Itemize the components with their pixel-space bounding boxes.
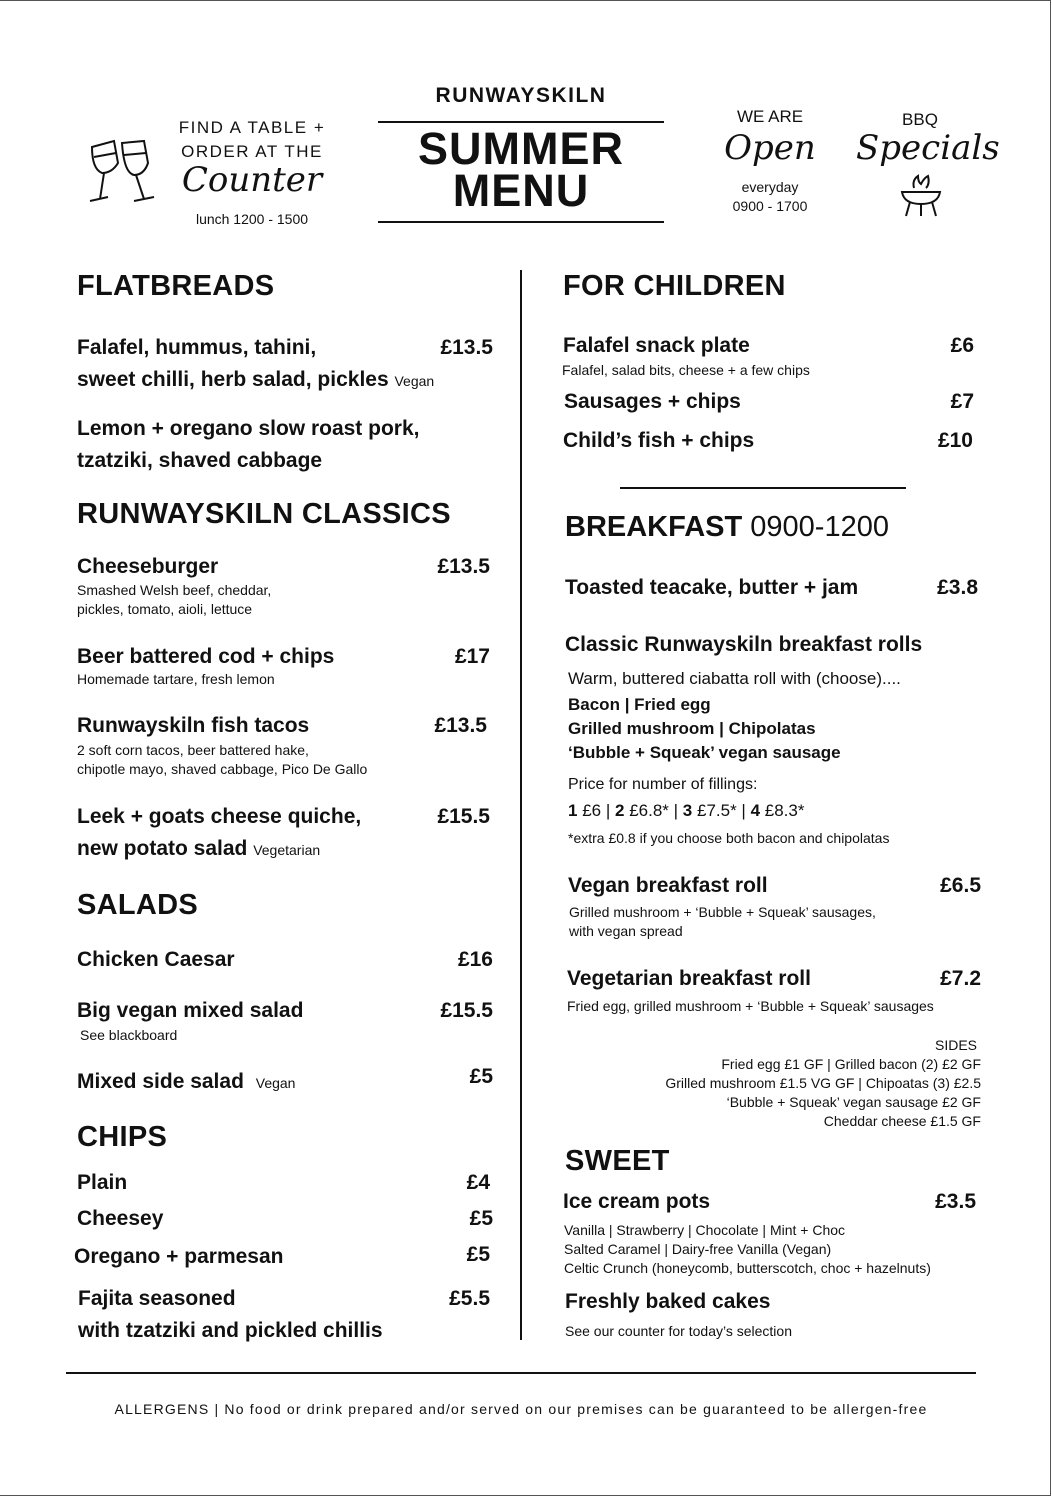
chips-price: £5 — [469, 1207, 493, 1230]
salad-name: Mixed side salad — [77, 1070, 244, 1093]
classic-name: Runwayskiln fish tacos — [77, 714, 310, 737]
fillings-count: 4 — [750, 801, 761, 820]
breakfast-heading-row — [565, 511, 889, 544]
icecream-name: Ice cream pots — [563, 1190, 711, 1213]
open-everyday: everyday — [741, 179, 799, 195]
header-order-counter: ORDER AT THE — [181, 142, 323, 161]
fillings-price: £8.3* — [764, 801, 805, 820]
classic-desc: Homemade tartare, fresh lemon — [77, 671, 275, 687]
filling-row: Bacon | Fried egg — [568, 695, 711, 714]
flatbread-falafel-price: £13.5 — [440, 336, 493, 359]
chips-price: £4 — [466, 1171, 490, 1194]
chips-name: Cheesey — [77, 1207, 164, 1230]
header-find-table: FIND A TABLE + — [178, 118, 326, 137]
classic-name: Cheeseburger — [77, 555, 219, 578]
cakes-name: Freshly baked cakes — [565, 1290, 771, 1313]
filling-row: Grilled mushroom | Chipolatas — [568, 719, 816, 738]
flatbread-falafel-line2 — [77, 368, 434, 392]
we-are: WE ARE — [736, 107, 804, 126]
open-hours: 0900 - 1700 — [732, 198, 808, 214]
filling: Chipolatas — [728, 719, 816, 738]
filling-row: ‘Bubble + Squeak’ vegan sausage — [568, 743, 841, 762]
teacake-name: Toasted teacake, butter + jam — [565, 576, 859, 599]
rolls-prices: 1 £6 | 2 £6.8* | 3 £7.5* | 4 £8.3* — [568, 801, 805, 820]
children-divider — [620, 487, 906, 489]
salad-name: Chicken Caesar — [77, 948, 235, 971]
children-desc: Falafel, salad bits, cheese + a few chips — [562, 362, 810, 378]
classic-price: £15.5 — [437, 805, 490, 828]
chips-name: Plain — [77, 1171, 128, 1194]
salad-desc: See blackboard — [80, 1027, 178, 1043]
classic-desc-line: pickles, tomato, aioli, lettuce — [77, 601, 253, 617]
cakes-desc: See our counter for today’s selection — [565, 1323, 792, 1339]
chips-price: £5 — [466, 1243, 490, 1266]
specials-script: Specials — [856, 128, 1000, 168]
salad-price: £15.5 — [440, 999, 493, 1022]
classic-desc — [77, 581, 271, 619]
sides-line: Grilled mushroom £1.5 VG GF | Chipoatas (3) £2.5 — [665, 1075, 981, 1091]
salad-name: Big vegan mixed salad — [77, 999, 304, 1022]
filling: Bacon — [568, 695, 620, 714]
classic-name: Leek + goats cheese quiche, — [77, 805, 362, 828]
filling: Fried egg — [634, 695, 711, 714]
vegan-roll-desc-line: Grilled mushroom + ‘Bubble + Squeak’ sausages, — [569, 904, 876, 920]
vegetarian-tag: Vegetarian — [253, 842, 321, 858]
fillings-price: £7.5* — [696, 801, 737, 820]
allergens-notice: ALLERGENS | No food or drink prepared and/or served on our premises can be guaranteed to be allergen-free — [114, 1401, 928, 1417]
fillings-count: 1 — [568, 801, 578, 820]
classic-desc-line: chipotle mayo, shaved cabbage, Pico De Gallo — [77, 761, 368, 777]
chips-heading: CHIPS — [77, 1121, 168, 1153]
chips-name: Oregano + parmesan — [74, 1245, 284, 1268]
fillings-count: 3 — [682, 801, 693, 820]
children-price: £7 — [950, 390, 974, 413]
header-lunch-hours: lunch 1200 - 1500 — [195, 211, 309, 227]
rolls-price-intro: Price for number of fillings: — [568, 776, 758, 793]
children-price: £10 — [937, 429, 973, 452]
menu-title-line1: SUMMER — [418, 123, 624, 174]
sides-line: Fried egg £1 GF | Grilled bacon (2) £2 GF — [721, 1056, 981, 1072]
classic-desc-line: Smashed Welsh beef, cheddar, — [77, 582, 272, 598]
vegetarian-roll-price: £7.2 — [940, 967, 981, 990]
vegan-roll-name: Vegan breakfast roll — [568, 874, 768, 897]
icecream-desc-line: Salted Caramel | Dairy-free Vanilla (Vegan) — [564, 1241, 832, 1257]
sides-title: SIDES — [934, 1037, 977, 1053]
vegan-roll-price: £6.5 — [940, 874, 981, 897]
breakfast-hours: 0900-1200 — [750, 511, 889, 543]
classics-heading: RUNWAYSKILN CLASSICS — [77, 498, 451, 530]
filling: Grilled mushroom — [568, 719, 715, 738]
chips-price: £5.5 — [449, 1287, 490, 1310]
classic-price: £17 — [454, 645, 490, 668]
title-rule-bottom — [378, 221, 664, 223]
fillings-price: £6.8* — [629, 801, 669, 820]
wine-glasses-icon — [78, 133, 166, 211]
flatbread-pork-line1: Lemon + oregano slow roast pork, — [77, 417, 420, 440]
chips-name: Fajita seasoned — [78, 1287, 236, 1310]
rolls-intro: Warm, buttered ciabatta roll with (choose).... — [568, 669, 901, 688]
classic-name-line2 — [77, 837, 320, 861]
menu-title-line2: MENU — [452, 165, 590, 216]
vegan-tag: Vegan — [255, 1075, 296, 1091]
vegetarian-roll-desc: Fried egg, grilled mushroom + ‘Bubble + Squeak’ sausages — [567, 998, 934, 1014]
classic-price: £13.5 — [437, 555, 490, 578]
classic-desc-line: 2 soft corn tacos, beer battered hake, — [77, 742, 309, 758]
classic-price: £13.5 — [434, 714, 487, 737]
brand-name: RUNWAYSKILN — [435, 84, 607, 107]
salads-heading: SALADS — [77, 889, 199, 921]
flatbread-pork-line2: tzatziki, shaved cabbage — [77, 449, 323, 472]
salad-price: £5 — [469, 1065, 493, 1088]
salad-name-row — [77, 1070, 295, 1094]
vegan-roll-desc — [569, 903, 876, 941]
sweet-heading: SWEET — [565, 1145, 670, 1177]
footer-rule — [66, 1372, 976, 1374]
sides-line: Cheddar cheese £1.5 GF — [823, 1113, 981, 1129]
sides-line: ‘Bubble + Squeak’ vegan sausage £2 GF — [726, 1094, 981, 1110]
sides-block — [560, 1036, 981, 1131]
vegetarian-roll-name: Vegetarian breakfast roll — [567, 967, 811, 990]
fillings-price: £6 — [582, 801, 602, 820]
classic-name: Beer battered cod + chips — [77, 645, 335, 668]
children-heading: FOR CHILDREN — [563, 270, 786, 302]
flatbread-falafel-line1: Falafel, hummus, tahini, — [77, 336, 317, 359]
icecream-desc-line: Celtic Crunch (honeycomb, butterscotch, choc + hazelnuts) — [564, 1260, 931, 1276]
open-script: Open — [724, 128, 816, 168]
icecream-desc-line: Vanilla | Strawberry | Chocolate | Mint + Choc — [564, 1222, 846, 1238]
classic-desc — [77, 741, 367, 779]
chips-name-line2: with tzatziki and pickled chillis — [78, 1319, 383, 1342]
children-name: Child’s fish + chips — [563, 429, 755, 452]
breakfast-heading: BREAKFAST — [565, 511, 743, 543]
rolls-fillings — [568, 693, 841, 765]
children-name: Falafel snack plate — [563, 334, 750, 357]
flatbread-falafel-line2-text: sweet chilli, herb salad, pickles — [77, 368, 389, 391]
vegan-tag: Vegan — [394, 373, 435, 389]
fillings-count: 2 — [615, 801, 625, 820]
teacake-price: £3.8 — [937, 576, 978, 599]
icecream-desc — [564, 1221, 931, 1278]
menu-title — [378, 123, 664, 216]
rolls-note: *extra £0.8 if you choose both bacon and chipolatas — [568, 830, 890, 846]
column-divider — [520, 270, 522, 1340]
classic-name2-text: new potato salad — [77, 837, 248, 860]
bbq-grill-icon — [898, 174, 944, 220]
rolls-heading: Classic Runwayskiln breakfast rolls — [565, 633, 923, 656]
bbq-label: BBQ — [902, 110, 938, 129]
children-name: Sausages + chips — [564, 390, 741, 413]
header-counter-script: Counter — [181, 160, 323, 200]
vegan-roll-desc-line: with vegan spread — [569, 923, 683, 939]
salad-price: £16 — [457, 948, 493, 971]
icecream-price: £3.5 — [935, 1190, 976, 1213]
children-price: £6 — [950, 334, 974, 357]
flatbreads-heading: FLATBREADS — [77, 270, 275, 302]
